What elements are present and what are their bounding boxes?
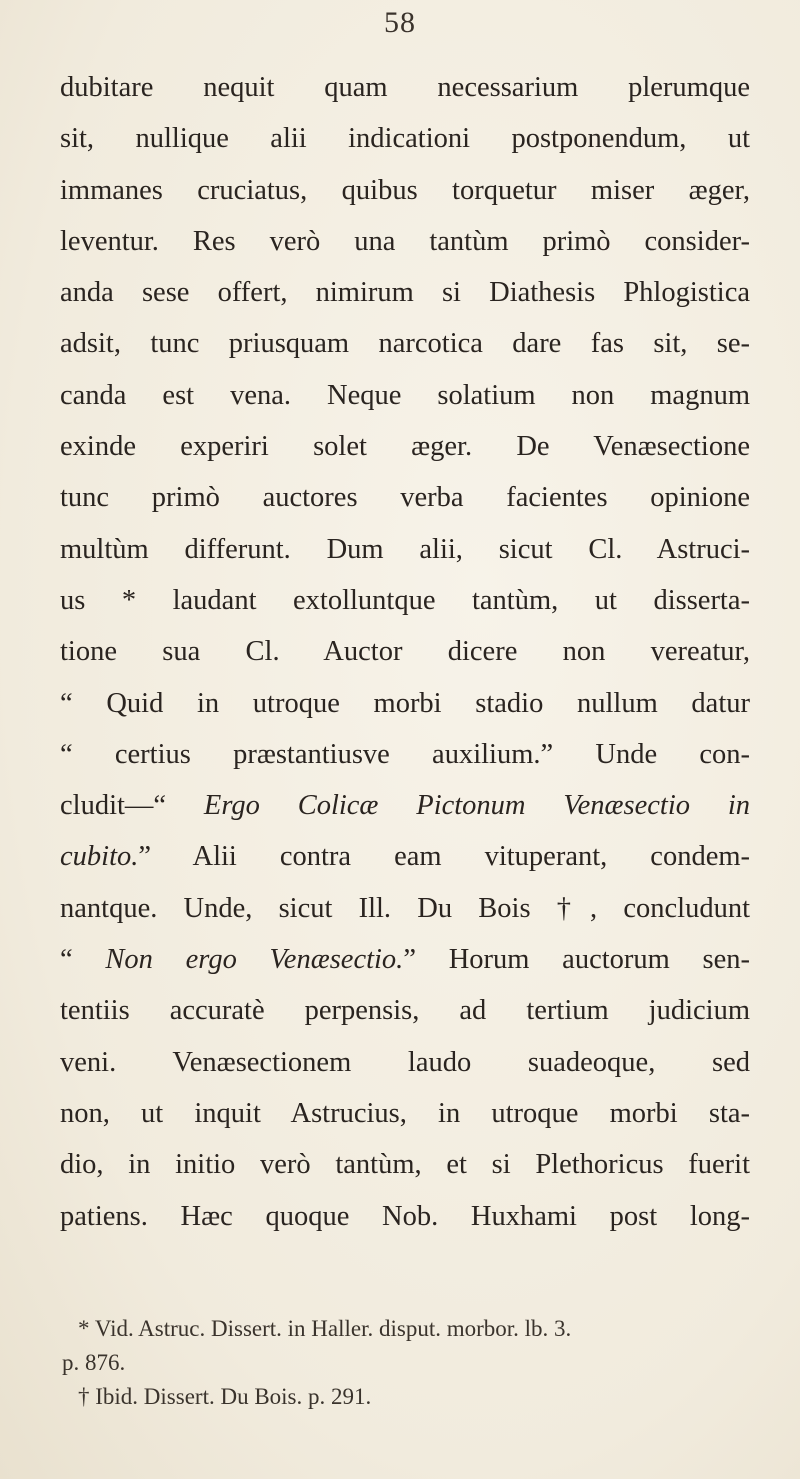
- footnote-line: p. 876.: [62, 1350, 126, 1375]
- text-line: [60, 524, 750, 575]
- text-line-roman: immanes cruciatus, quibus torquetur miser æger,: [60, 174, 750, 206]
- text-line-roman: anda sese offert, nimirum si Diathesis Phlogistica: [60, 277, 750, 309]
- text-line-roman: “ Quid in utroque morbi stadio nullum datur: [60, 687, 750, 719]
- text-line: [60, 1037, 750, 1088]
- text-line-roman-after: ” Alii contra eam vituperant, condem-: [138, 841, 750, 873]
- text-line-roman: “ certius præstantiusve auxilium.” Unde con-: [60, 738, 750, 770]
- text-line-roman: non, ut inquit Astrucius, in utroque morbi sta-: [60, 1097, 750, 1129]
- text-line: [60, 370, 750, 421]
- text-line: [60, 1139, 750, 1190]
- text-line-roman: patiens. Hæc quoque Nob. Huxhami post long-: [60, 1200, 750, 1232]
- text-line: [60, 934, 750, 985]
- text-line-roman: multùm differunt. Dum alii, sicut Cl. Astruci-: [60, 533, 750, 565]
- text-line: [60, 831, 750, 882]
- text-line: [60, 267, 750, 318]
- footnotes: [62, 1312, 768, 1414]
- text-line: [60, 472, 750, 523]
- text-line: [60, 1088, 750, 1139]
- text-line-italic: Ergo Colicæ Pictonum Venæsectio in: [203, 790, 750, 822]
- text-line-roman: dio, in initio verò tantùm, et si Plethoricus fuerit: [60, 1149, 750, 1181]
- text-line-roman: nantque. Unde, sicut Ill. Du Bois †, concludunt: [60, 892, 750, 924]
- footnote-line: * Vid. Astruc. Dissert. in Haller. disput. morbor. lb. 3.: [78, 1316, 572, 1341]
- text-line: [60, 883, 750, 934]
- text-line-italic: Non ergo Venæsectio.: [105, 944, 404, 976]
- text-line-roman: adsit, tunc priusquam narcotica dare fas sit, se-: [60, 328, 750, 360]
- text-line-roman: tione sua Cl. Auctor dicere non vereatur,: [60, 636, 750, 668]
- text-line-roman: cludit—“: [60, 790, 204, 822]
- text-line: [60, 1191, 750, 1242]
- text-line: [60, 216, 750, 267]
- text-line-roman: tunc primò auctores verba facientes opinione: [60, 482, 750, 514]
- text-line-roman-after: ” Horum auctorum sen-: [403, 944, 751, 976]
- text-line-roman: dubitare nequit quam necessarium plerumque: [60, 72, 750, 103]
- text-line-italic: cubito.: [60, 841, 139, 873]
- text-line: [60, 729, 750, 780]
- page-number: 58: [384, 6, 416, 39]
- text-line-roman: leventur. Res verò una tantùm primò consider-: [60, 225, 750, 257]
- text-line: [60, 626, 750, 677]
- body-text: [60, 62, 750, 1242]
- text-line-roman: veni. Venæsectionem laudo suadeoque, sed: [60, 1046, 750, 1078]
- text-line: [60, 421, 750, 472]
- footnote-line: † Ibid. Dissert. Du Bois. p. 291.: [78, 1384, 372, 1409]
- text-line-roman: us * laudant extolluntque tantùm, ut disserta-: [60, 584, 750, 616]
- text-line: [60, 678, 750, 729]
- text-line: [60, 113, 750, 164]
- text-line: [60, 575, 750, 626]
- text-line: [60, 318, 750, 369]
- text-line: [60, 165, 750, 216]
- text-line-roman: exinde experiri solet æger. De Venæsectione: [60, 431, 750, 463]
- text-line-roman: “: [60, 944, 106, 976]
- text-line: [60, 780, 750, 831]
- text-line: [60, 62, 750, 113]
- text-line: [60, 985, 750, 1036]
- text-line-roman: sit, nullique alii indicationi postponendum, ut: [60, 123, 750, 155]
- text-line-roman: canda est vena. Neque solatium non magnum: [60, 379, 750, 411]
- text-line-roman: tentiis accuratè perpensis, ad tertium judicium: [60, 995, 750, 1027]
